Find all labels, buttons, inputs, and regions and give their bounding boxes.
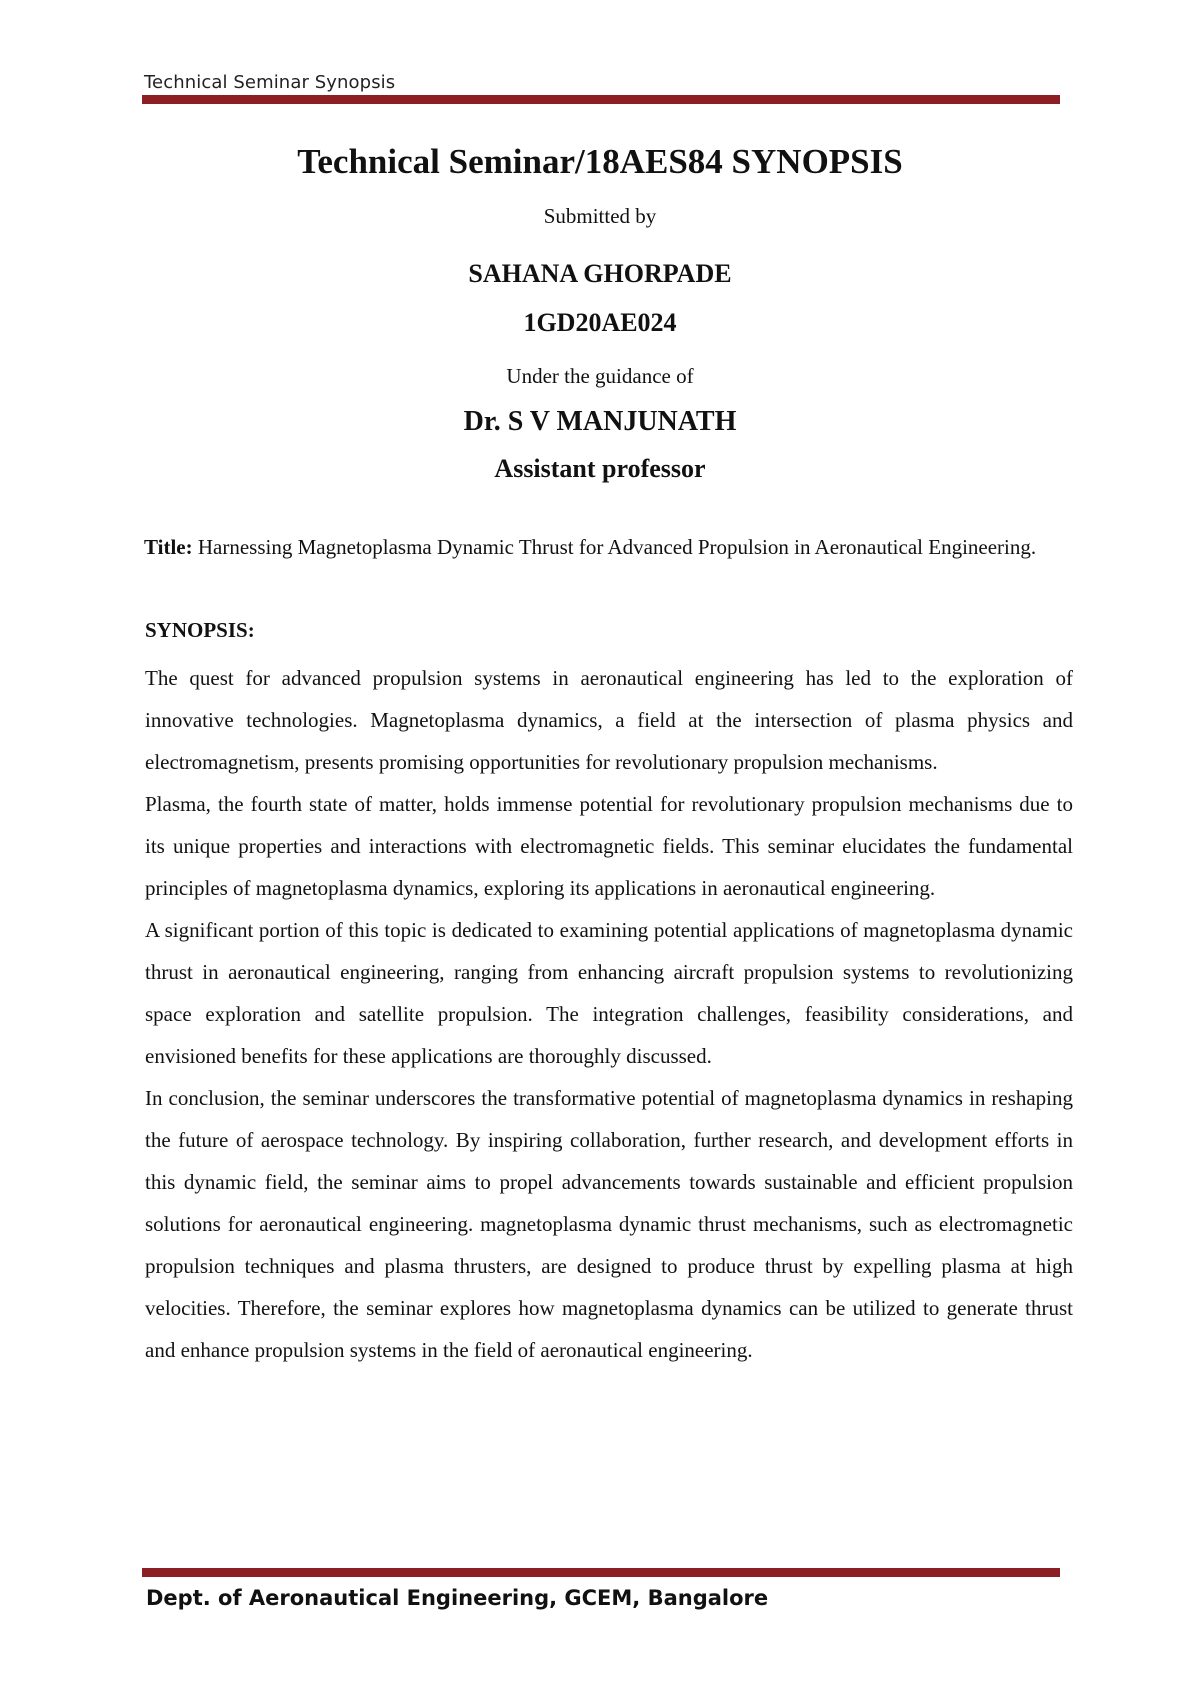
guide-designation: Assistant professor (494, 454, 706, 483)
author-name: SAHANA GHORPADE (468, 259, 732, 288)
footer-rule (142, 1568, 1060, 1577)
author-usn: 1GD20AE024 (523, 308, 677, 337)
running-header: Technical Seminar Synopsis (144, 72, 396, 93)
synopsis-paragraph: In conclusion, the seminar underscores the transformative potential of magnetoplasma dynamics in reshaping the future of aerospace technology. By inspiring collaboration, further research, and development efforts in this dynamic field, the seminar aims to propel advancements towards sustainable and efficient propulsion solutions for aeronautical engineering. magnetoplasma dynamic thrust mechanisms, such as electromagnetic propulsion techniques and plasma thrusters, are designed to produce thrust by expelling plasma at high velocities. Therefore, the seminar explores how magnetoplasma dynamics can be utilized to generate thrust and enhance propulsion systems in the field of aeronautical engineering. (145, 1086, 1073, 1362)
synopsis-body (145, 657, 1073, 1371)
title-label: Title: (144, 535, 193, 559)
main-title: Technical Seminar/18AES84 SYNOPSIS (297, 142, 903, 181)
synopsis-paragraph: Plasma, the fourth state of matter, holds immense potential for revolutionary propulsion mechanisms due to its unique properties and interactions with electromagnetic fields. This seminar elucidates the fundamental principles of magnetoplasma dynamics, exploring its applications in aeronautical engineering. (145, 792, 1073, 900)
synopsis-heading: SYNOPSIS: (145, 618, 255, 642)
submitted-by-label: Submitted by (543, 204, 657, 228)
footer-department: Dept. of Aeronautical Engineering, GCEM, Bangalore (146, 1586, 769, 1610)
synopsis-paragraph: A significant portion of this topic is dedicated to examining potential applications of magnetoplasma dynamic thrust in aeronautical engineering, ranging from enhancing aircraft propulsion systems to revolutionizing space exploration and satellite propulsion. The integration challenges, feasibility considerations, and envisioned benefits for these applications are thoroughly discussed. (145, 918, 1073, 1068)
guide-name: Dr. S V MANJUNATH (463, 406, 737, 437)
seminar-title (136, 533, 1056, 562)
synopsis-paragraph: The quest for advanced propulsion systems in aeronautical engineering has led to the exploration of innovative technologies. Magnetoplasma dynamics, a field at the intersection of plasma physics and electromagnetism, presents promising opportunities for revolutionary propulsion mechanisms. (145, 666, 1073, 774)
header-rule (142, 95, 1060, 104)
title-text: Harnessing Magnetoplasma Dynamic Thrust for Advanced Propulsion in Aeronautical Engineering. (192, 535, 1037, 559)
guidance-label: Under the guidance of (506, 364, 694, 388)
